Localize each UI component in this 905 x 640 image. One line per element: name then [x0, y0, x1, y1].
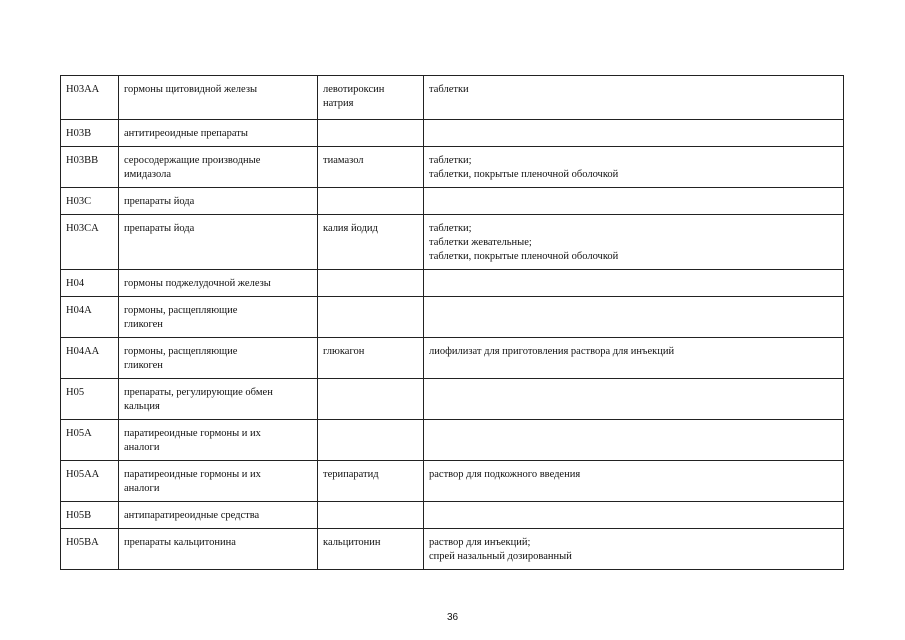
table-row: [61, 338, 844, 379]
anatomical-group-cell: гормоны щитовидной железы: [119, 76, 318, 120]
anatomical-group-cell: серосодержащие производные имидазола: [119, 147, 318, 188]
atc-code-cell: H03B: [61, 120, 119, 147]
substance-cell: [318, 120, 424, 147]
atc-code-cell: H04AA: [61, 338, 119, 379]
substance-cell: терипаратид: [318, 461, 424, 502]
table-row: [61, 270, 844, 297]
anatomical-group-cell: препараты йода: [119, 188, 318, 215]
atc-code-cell: H05A: [61, 420, 119, 461]
substance-cell: глюкагон: [318, 338, 424, 379]
atc-code-cell: H05AA: [61, 461, 119, 502]
dosage-form-cell: [424, 502, 844, 529]
table-body: [61, 76, 844, 570]
anatomical-group-cell: паратиреоидные гормоны и их аналоги: [119, 420, 318, 461]
dosage-form-cell: [424, 420, 844, 461]
dosage-form-cell: [424, 188, 844, 215]
substance-cell: [318, 270, 424, 297]
atc-code-cell: H05: [61, 379, 119, 420]
substance-cell: калия йодид: [318, 215, 424, 270]
table-row: [61, 215, 844, 270]
substance-cell: [318, 502, 424, 529]
dosage-form-cell: таблетки; таблетки, покрытые пленочной оболочкой: [424, 147, 844, 188]
dosage-form-cell: раствор для инъекций; спрей назальный дозированный: [424, 529, 844, 570]
substance-cell: тиамазол: [318, 147, 424, 188]
table-row: [61, 461, 844, 502]
table-row: [61, 502, 844, 529]
table-row: [61, 379, 844, 420]
substance-cell: левотироксин натрия: [318, 76, 424, 120]
atc-code-cell: H03BB: [61, 147, 119, 188]
dosage-form-cell: [424, 270, 844, 297]
substance-cell: кальцитонин: [318, 529, 424, 570]
table-row: [61, 147, 844, 188]
table-row: [61, 420, 844, 461]
substance-cell: [318, 188, 424, 215]
atc-code-cell: H04: [61, 270, 119, 297]
atc-code-cell: H03C: [61, 188, 119, 215]
atc-code-cell: H03AA: [61, 76, 119, 120]
anatomical-group-cell: гормоны поджелудочной железы: [119, 270, 318, 297]
dosage-form-cell: таблетки: [424, 76, 844, 120]
anatomical-group-cell: препараты йода: [119, 215, 318, 270]
dosage-form-cell: [424, 120, 844, 147]
dosage-form-cell: лиофилизат для приготовления раствора для инъекций: [424, 338, 844, 379]
anatomical-group-cell: антипаратиреоидные средства: [119, 502, 318, 529]
dosage-form-cell: раствор для подкожного введения: [424, 461, 844, 502]
atc-code-cell: H04A: [61, 297, 119, 338]
dosage-form-cell: [424, 297, 844, 338]
dosage-form-cell: [424, 379, 844, 420]
atc-code-cell: H05B: [61, 502, 119, 529]
table-row: [61, 188, 844, 215]
anatomical-group-cell: антитиреоидные препараты: [119, 120, 318, 147]
substance-cell: [318, 420, 424, 461]
dosage-form-cell: таблетки; таблетки жевательные; таблетки, покрытые пленочной оболочкой: [424, 215, 844, 270]
anatomical-group-cell: гормоны, расщепляющие гликоген: [119, 338, 318, 379]
anatomical-group-cell: паратиреоидные гормоны и их аналоги: [119, 461, 318, 502]
atc-code-cell: H03CA: [61, 215, 119, 270]
anatomical-group-cell: препараты, регулирующие обмен кальция: [119, 379, 318, 420]
substance-cell: [318, 379, 424, 420]
anatomical-group-cell: гормоны, расщепляющие гликоген: [119, 297, 318, 338]
anatomical-group-cell: препараты кальцитонина: [119, 529, 318, 570]
atc-code-cell: H05BA: [61, 529, 119, 570]
table-row: [61, 529, 844, 570]
page-number: 36: [446, 612, 459, 623]
table-row: [61, 120, 844, 147]
drug-classification-table: [60, 75, 844, 570]
substance-cell: [318, 297, 424, 338]
table-row: [61, 76, 844, 120]
table-row: [61, 297, 844, 338]
